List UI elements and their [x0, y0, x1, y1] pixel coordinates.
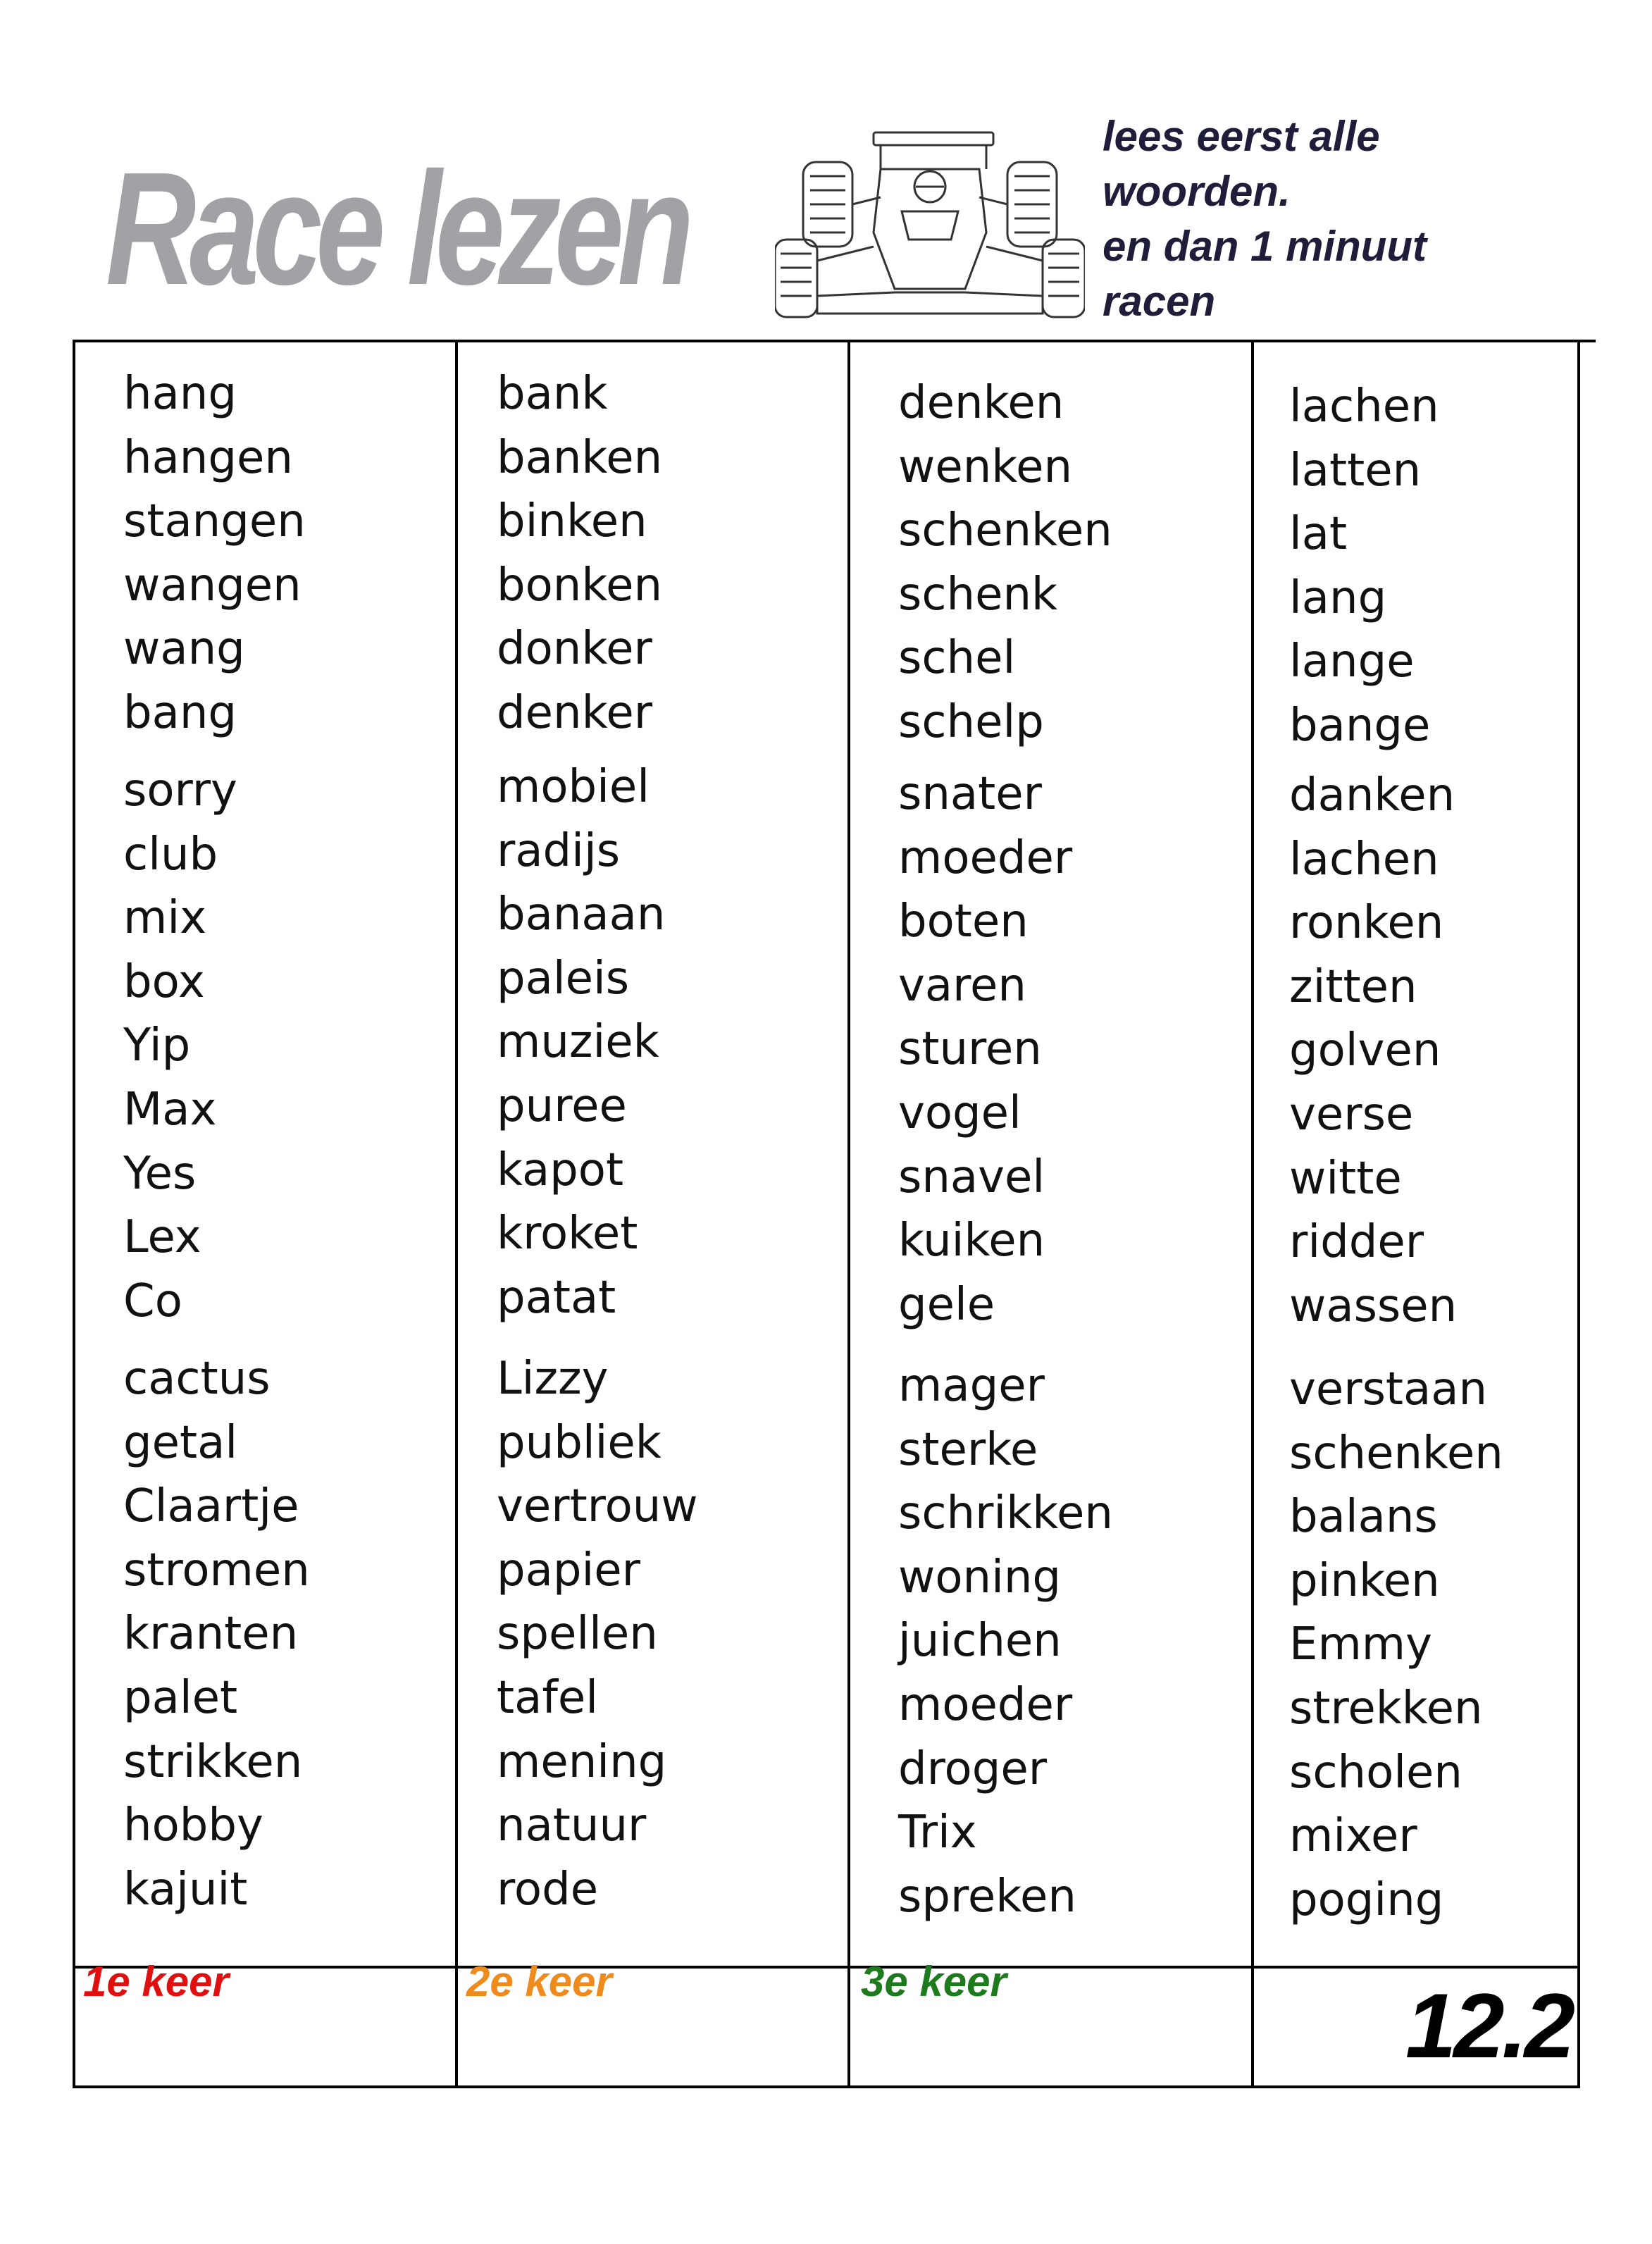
- instructions: [1103, 109, 1596, 329]
- word-item: lange: [1289, 636, 1415, 688]
- word-item: bonken: [497, 559, 663, 612]
- word-item: puree: [497, 1080, 627, 1132]
- word-item: schenken: [898, 504, 1112, 557]
- word-item: binken: [497, 495, 647, 548]
- word-item: banken: [497, 431, 663, 484]
- word-item: cactus: [123, 1353, 271, 1405]
- attempt-1-label: 1e keer: [83, 1958, 229, 2005]
- word-item: hobby: [123, 1799, 263, 1852]
- word-item: pinken: [1289, 1554, 1440, 1607]
- instruction-line: lees eerst alle: [1103, 113, 1380, 160]
- word-item: Co: [123, 1275, 182, 1327]
- word-item: mix: [123, 892, 206, 945]
- word-item: mager: [898, 1360, 1045, 1412]
- word-item: wang: [123, 623, 245, 676]
- attempt-2-label: 2e keer: [466, 1958, 612, 2005]
- word-item: wangen: [123, 559, 302, 612]
- page-title: Race lezen: [106, 140, 688, 318]
- word-item: mening: [497, 1735, 667, 1788]
- race-car-illustration: [775, 120, 1085, 324]
- instruction-line: woorden.: [1103, 168, 1291, 215]
- word-item: box: [123, 955, 205, 1008]
- word-item: Lex: [123, 1211, 201, 1264]
- word-item: wenken: [898, 440, 1072, 493]
- word-item: ridder: [1289, 1216, 1424, 1269]
- word-item: juichen: [898, 1615, 1062, 1668]
- word-item: papier: [497, 1544, 640, 1597]
- word-item: banaan: [497, 888, 666, 941]
- word-item: schelp: [898, 696, 1044, 748]
- word-item: club: [123, 828, 218, 881]
- word-item: varen: [898, 959, 1026, 1012]
- word-item: schrikken: [898, 1487, 1113, 1540]
- word-item: balans: [1289, 1491, 1438, 1544]
- instruction-line: en dan 1 minuut: [1103, 223, 1427, 270]
- word-item: kroket: [497, 1208, 638, 1260]
- word-item: Claartje: [123, 1480, 299, 1533]
- word-item: Yes: [123, 1147, 197, 1200]
- word-item: Emmy: [1289, 1618, 1432, 1671]
- word-item: kajuit: [123, 1863, 248, 1916]
- word-item: tafel: [497, 1672, 598, 1724]
- word-item: boten: [898, 895, 1029, 948]
- word-item: Trix: [898, 1806, 977, 1859]
- word-item: radijs: [497, 824, 621, 877]
- word-item: publiek: [497, 1416, 662, 1469]
- word-item: strekken: [1289, 1682, 1483, 1735]
- word-item: kuiken: [898, 1215, 1045, 1267]
- word-item: muziek: [497, 1016, 659, 1069]
- word-item: sturen: [898, 1023, 1042, 1076]
- word-item: stangen: [123, 495, 306, 548]
- word-item: schel: [898, 632, 1016, 685]
- word-item: golven: [1289, 1024, 1441, 1077]
- word-item: ronken: [1289, 897, 1444, 950]
- word-item: lachen: [1289, 380, 1439, 433]
- word-item: donker: [497, 623, 652, 676]
- lesson-number: 12.2: [1405, 1974, 1573, 2077]
- word-item: hang: [123, 368, 237, 420]
- word-item: Yip: [123, 1019, 191, 1072]
- word-item: palet: [123, 1672, 238, 1724]
- word-item: verse: [1289, 1089, 1414, 1141]
- word-item: bang: [123, 687, 237, 739]
- word-item: droger: [898, 1742, 1047, 1795]
- word-item: spreken: [898, 1870, 1076, 1923]
- word-item: lang: [1289, 571, 1387, 624]
- word-item: Lizzy: [497, 1353, 609, 1405]
- word-item: denken: [898, 377, 1064, 429]
- instruction-line: racen: [1103, 278, 1216, 325]
- word-item: schenk: [898, 568, 1058, 621]
- word-item: gele: [898, 1278, 995, 1331]
- word-item: rode: [497, 1863, 599, 1916]
- word-item: vogel: [898, 1087, 1021, 1139]
- word-item: spellen: [497, 1608, 658, 1661]
- word-item: verstaan: [1289, 1363, 1487, 1415]
- word-item: Max: [123, 1084, 217, 1136]
- word-item: snater: [898, 768, 1042, 820]
- word-item: wassen: [1289, 1279, 1458, 1332]
- word-item: witte: [1289, 1152, 1402, 1205]
- attempt-3-label: 3e keer: [861, 1958, 1007, 2005]
- word-item: lat: [1289, 508, 1348, 561]
- word-item: vertrouw: [497, 1480, 698, 1533]
- word-item: woning: [898, 1551, 1062, 1604]
- word-item: latten: [1289, 444, 1422, 497]
- word-item: moeder: [898, 1679, 1073, 1731]
- word-item: zitten: [1289, 960, 1417, 1013]
- word-item: danken: [1289, 769, 1455, 822]
- word-item: mobiel: [497, 761, 650, 813]
- word-item: getal: [123, 1416, 238, 1469]
- word-item: kranten: [123, 1608, 299, 1661]
- word-item: schenken: [1289, 1427, 1503, 1480]
- word-item: mixer: [1289, 1810, 1417, 1863]
- word-item: hangen: [123, 431, 293, 484]
- word-item: paleis: [497, 952, 630, 1005]
- word-item: sorry: [123, 764, 237, 817]
- word-item: kapot: [497, 1143, 624, 1196]
- word-item: patat: [497, 1271, 616, 1324]
- word-item: lachen: [1289, 833, 1439, 886]
- word-item: strikken: [123, 1735, 303, 1788]
- word-item: stromen: [123, 1544, 310, 1597]
- word-item: sterke: [898, 1423, 1038, 1476]
- word-item: scholen: [1289, 1746, 1462, 1799]
- word-item: poging: [1289, 1873, 1444, 1926]
- word-item: bange: [1289, 700, 1431, 752]
- word-item: moeder: [898, 831, 1073, 884]
- word-item: bank: [497, 368, 608, 420]
- word-item: snavel: [898, 1151, 1045, 1203]
- word-item: denker: [497, 687, 653, 739]
- word-item: natuur: [497, 1799, 647, 1852]
